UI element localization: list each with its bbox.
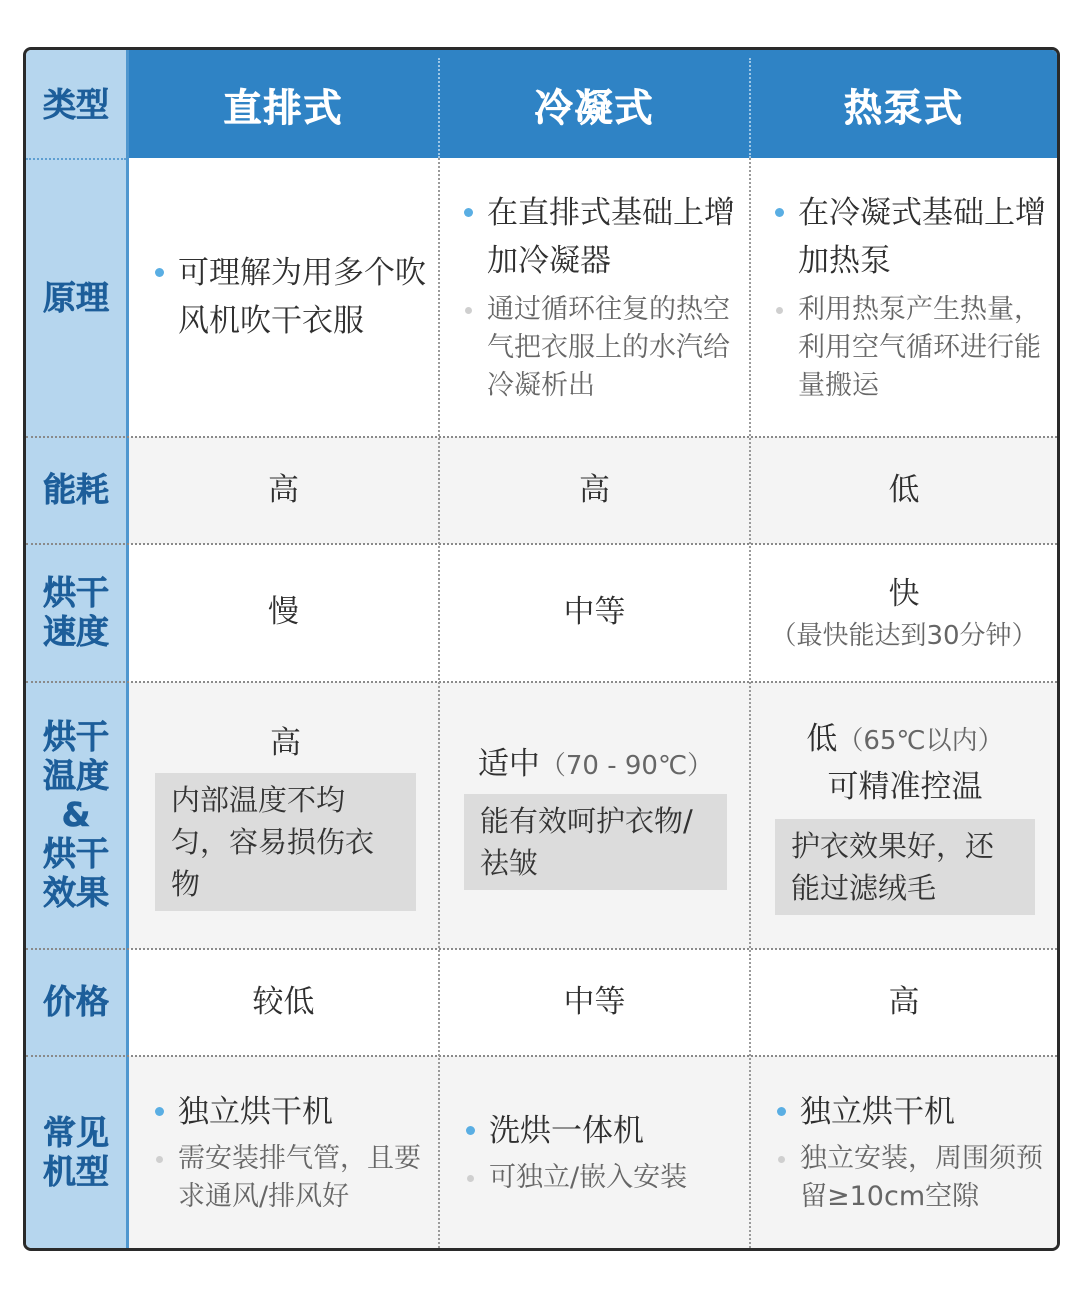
bullet-icon [778, 1156, 785, 1163]
bullet-icon [467, 1175, 474, 1182]
header-direct: 直排式 [223, 85, 344, 130]
models-direct: 独立烘干机 需安装排气管，且要求通风/排风好 [129, 1055, 438, 1248]
label-models: 常见 机型 [43, 1112, 109, 1191]
bullet-icon [466, 1126, 475, 1135]
label-principle: 原理 [43, 277, 109, 317]
temp-direct: 高 内部温度不均匀，容易损伤衣物 [129, 681, 438, 948]
speed-condensing: 中等 [563, 594, 626, 630]
price-heatpump: 高 [888, 983, 920, 1020]
label-energy: 能耗 [43, 470, 109, 509]
speed-heatpump: 快 （最快能达到30分钟） [770, 576, 1038, 651]
price-condensing: 中等 [563, 983, 626, 1020]
principle-direct: 可理解为用多个吹风机吹干衣服 [129, 158, 438, 436]
models-condensing: 洗烘一体机 可独立/嵌入安装 [440, 1055, 749, 1248]
principle-heatpump: 在冷凝式基础上增加热泵 利用热泵产生热量，利用空气循环进行能量搬运 [751, 158, 1057, 436]
effect-box: 护衣效果好，还能过滤绒毛 [775, 819, 1035, 915]
bullet-icon [776, 307, 783, 314]
bullet-icon [775, 208, 784, 217]
comparison-table [23, 47, 1060, 1251]
label-temp: 烘干 温度 & 烘干 效果 [43, 717, 109, 912]
bullet-icon [156, 1156, 163, 1163]
bullet-icon [465, 307, 472, 314]
label-type: 类型 [43, 84, 109, 124]
header-condensing: 冷凝式 [534, 85, 655, 130]
energy-direct: 高 [268, 471, 299, 508]
energy-condensing: 高 [579, 471, 610, 508]
bullet-icon [464, 208, 473, 217]
header-heatpump: 热泵式 [843, 85, 964, 130]
temp-heatpump: 低（65℃以内） 可精准控温 护衣效果好，还能过滤绒毛 [751, 681, 1057, 948]
price-direct: 较低 [252, 983, 315, 1020]
bullet-icon [777, 1107, 786, 1116]
bullet-icon [155, 1107, 164, 1116]
principle-condensing: 在直排式基础上增加冷凝器 通过循环往复的热空气把衣服上的水汽给冷凝析出 [440, 158, 749, 436]
label-price: 价格 [43, 982, 109, 1021]
models-heatpump: 独立烘干机 独立安装，周围须预留≥10cm空隙 [751, 1055, 1057, 1248]
effect-box: 能有效呵护衣物/祛皱 [464, 794, 727, 890]
energy-heatpump: 低 [888, 471, 920, 508]
speed-direct: 慢 [268, 594, 299, 630]
label-speed: 烘干 速度 [43, 573, 109, 651]
effect-box: 内部温度不均匀，容易损伤衣物 [155, 773, 416, 911]
temp-condensing: 适中（70 - 90℃） 能有效呵护衣物/祛皱 [440, 681, 749, 948]
bullet-icon [155, 268, 164, 277]
